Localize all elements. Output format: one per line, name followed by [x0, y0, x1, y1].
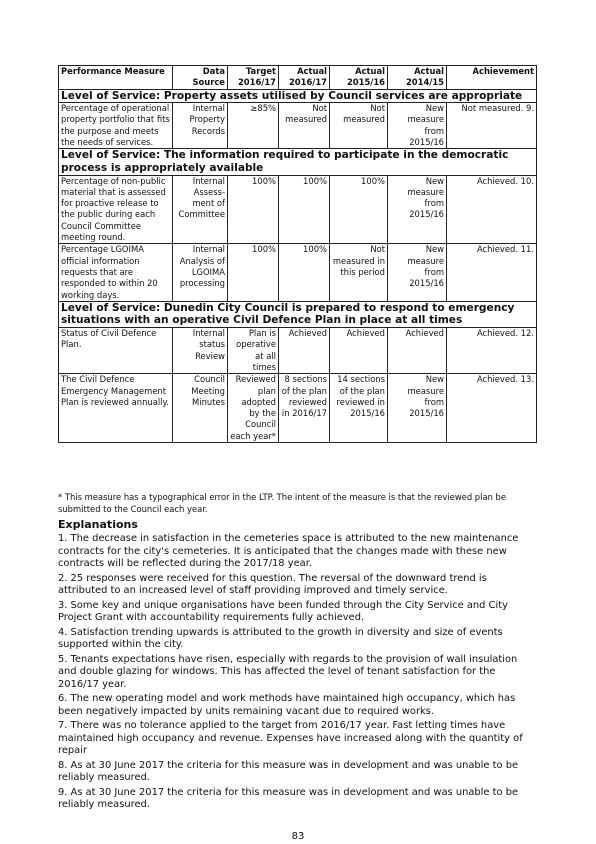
explanations-heading: Explanations [58, 518, 138, 531]
cell-target: Reviewed plan adopted by the Council each year* [228, 374, 279, 443]
cell-a1415: New measure from 2015/16 [388, 374, 447, 443]
cell-target: Plan is operative at all times [228, 328, 279, 374]
cell-a1415: New measure from 2015/16 [388, 103, 447, 149]
cell-source: Council Meeting Minutes [173, 374, 228, 443]
cell-a1516: 14 sections of the plan reviewed in 2015/16 [330, 374, 388, 443]
cell-achievement: Achieved. 10. [447, 175, 537, 244]
cell-a1516: 100% [330, 175, 388, 244]
explanation-item: 2. 25 responses were received for this question. The reversal of the downward trend is attributed to an increased level of staff providing improved and timely service. [58, 572, 487, 596]
section-heading: Level of Service: Dunedin City Council is prepared to respond to emergency situations with an operative Civil Defence Plan in place at all times [59, 301, 537, 327]
performance-measures-table [58, 65, 537, 443]
cell-measure: Percentage of operational property portfolio that fits the purpose and meets the needs of services. [59, 103, 173, 149]
cell-target: 100% [228, 175, 279, 244]
explanation-item: 7. There was no tolerance applied to the target from 2016/17 year. Fast letting times have maintained high occupancy and revenue. Expenses have increased along with the quantity of repair [58, 720, 523, 756]
cell-source: Internal status Review [173, 328, 228, 374]
cell-achievement: Not measured. 9. [447, 103, 537, 149]
cell-measure: The Civil Defence Emergency Management Plan is reviewed annually. [59, 374, 173, 443]
header-data-source: Data Source [173, 66, 228, 90]
table-header-row [59, 66, 537, 90]
cell-a1617: Achieved [279, 328, 330, 374]
cell-a1415: New measure from 2015/16 [388, 175, 447, 244]
cell-a1617: 100% [279, 175, 330, 244]
cell-source: Internal Assess-ment of Committee [173, 175, 228, 244]
header-actual-2014-15: Actual 2014/15 [388, 66, 447, 90]
table-row [59, 175, 537, 244]
explanation-item: 3. Some key and unique organisations have been funded through the City Service and City Project Grant with accountability requirements fully achieved. [58, 599, 508, 623]
section-heading: Level of Service: Property assets utilised by Council services are appropriate [59, 89, 537, 103]
cell-measure: Percentage of non-public material that is assessed for proactive release to the public during each Council Committee meeting round. [59, 175, 173, 244]
explanations-list [58, 533, 538, 812]
cell-source: Internal Analysis of LGOIMA processing [173, 244, 228, 301]
cell-achievement: Achieved. 11. [447, 244, 537, 301]
table-footnote: * This measure has a typographical error in the LTP. The intent of the measure is that the reviewed plan be submitted to the Council each year. [58, 492, 507, 514]
table-row [59, 103, 537, 149]
header-actual-2015-16: Actual 2015/16 [330, 66, 388, 90]
section-heading-row [59, 301, 537, 327]
cell-measure: Percentage LGOIMA official information requests that are responded to within 20 working days. [59, 244, 173, 301]
cell-source: Internal Property Records [173, 103, 228, 149]
table-row [59, 244, 537, 301]
cell-achievement: Achieved. 12. [447, 328, 537, 374]
cell-a1516: Not measured in this period [330, 244, 388, 301]
section-heading-row [59, 149, 537, 175]
explanation-item: 5. Tenants expectations have risen, especially with regards to the provision of wall insulation and double glazing for windows. This has affected the level of tenant satisfaction for the 2016/17 year. [58, 653, 518, 690]
cell-a1617: Not measured [279, 103, 330, 149]
table-row [59, 374, 537, 443]
section-heading: Level of Service: The information required to participate in the democratic process is appropriately available [59, 149, 537, 175]
header-actual-2016-17: Actual 2016/17 [279, 66, 330, 90]
cell-measure: Status of Civil Defence Plan. [59, 328, 173, 374]
cell-a1415: New measure from 2015/16 [388, 244, 447, 301]
explanation-item: 9. As at 30 June 2017 the criteria for this measure was in development and was unable to be reliably measured. [58, 786, 519, 810]
table-row [59, 328, 537, 374]
cell-a1617: 100% [279, 244, 330, 301]
cell-target: 100% [228, 244, 279, 301]
cell-a1516: Not measured [330, 103, 388, 149]
explanations-section [58, 518, 538, 814]
header-target: Target 2016/17 [228, 66, 279, 90]
header-measure: Performance Measure [59, 66, 173, 90]
cell-a1415: Achieved [388, 328, 447, 374]
cell-target: ≥85% [228, 103, 279, 149]
explanation-item: 6. The new operating model and work methods have maintained high occupancy, which has been negatively impacted by units remaining vacant due to required works. [58, 693, 516, 717]
explanation-item: 8. As at 30 June 2017 the criteria for this measure was in development and was unable to be reliably measured. [58, 759, 519, 783]
explanation-item: 1. The decrease in satisfaction in the cemeteries space is attributed to the new maintenance contracts for the city's cemeteries. It is anticipated that the changes made with these new contracts will be reflected during the 2017/18 year. [58, 533, 519, 569]
explanation-item: 4. Satisfaction trending upwards is attributed to the growth in diversity and size of events supported within the city. [58, 626, 503, 650]
header-achievement: Achievement [447, 66, 537, 90]
page-number: 83 [291, 831, 305, 842]
cell-a1617: 8 sections of the plan reviewed in 2016/17 [279, 374, 330, 443]
cell-achievement: Achieved. 13. [447, 374, 537, 443]
section-heading-row [59, 89, 537, 103]
cell-a1516: Achieved [330, 328, 388, 374]
